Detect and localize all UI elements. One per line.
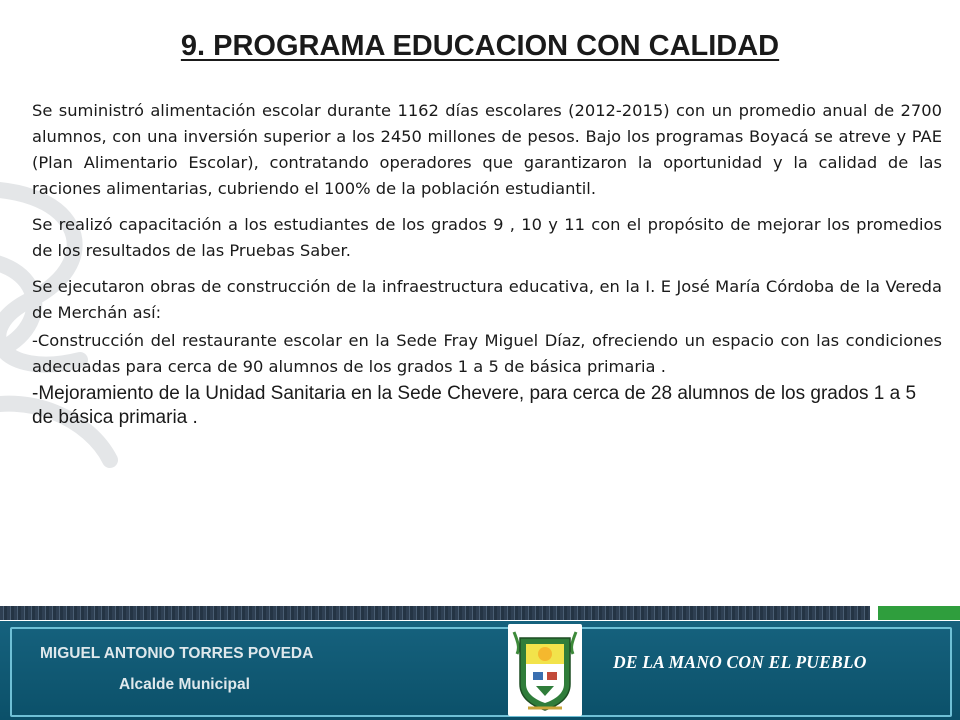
mayor-role: Alcalde Municipal — [119, 676, 250, 693]
mayor-name: MIGUEL ANTONIO TORRES POVEDA — [40, 645, 314, 662]
crest-graphic — [508, 624, 582, 716]
slogan: DE LA MANO CON EL PUEBLO — [613, 652, 867, 672]
paragraph-obras: Se ejecutaron obras de construcción de la infraestructura educativa, en la I. E José María Córdoba de la Vereda de Merchán así: — [32, 277, 942, 322]
decorative-green-block — [878, 606, 960, 620]
paragraph-capacitacion: Se realizó capacitación a los estudiantes de los grados 9 , 10 y 11 con el propósito de mejorar los promedios de los resultados de las Pruebas Saber. — [32, 215, 942, 260]
paragraph-alimentacion: Se suministró alimentación escolar durante 1162 días escolares (2012-2015) con un promedio anual de 2700 alumnos, con una inversión superior a los 2450 millones de pesos. Bajo los programas Boyacá se atreve y PAE (Plan Alimentario Escolar), contratando operadores que garantizaron la oportunidad y la calidad de las raciones alimentarias, cubriendo el 100% de la población estudiantil. — [32, 101, 942, 198]
decorative-strip — [0, 606, 870, 620]
body-text — [32, 98, 942, 440]
municipal-crest-icon — [508, 624, 582, 716]
paragraph-restaurante: -Construcción del restaurante escolar en la Sede Fray Miguel Díaz, ofreciendo un espacio con las condiciones adecuadas para cerca de 90 alumnos de los grados 1 a 5 de básica primaria . — [32, 331, 942, 376]
slide-title: 9. PROGRAMA EDUCACION CON CALIDAD — [180, 30, 780, 62]
paragraph-unidad-sanitaria: -Mejoramiento de la Unidad Sanitaria en la Sede Chevere, para cerca de 28 alumnos de los grados 1 a 5 de básica primaria . — [32, 383, 917, 428]
